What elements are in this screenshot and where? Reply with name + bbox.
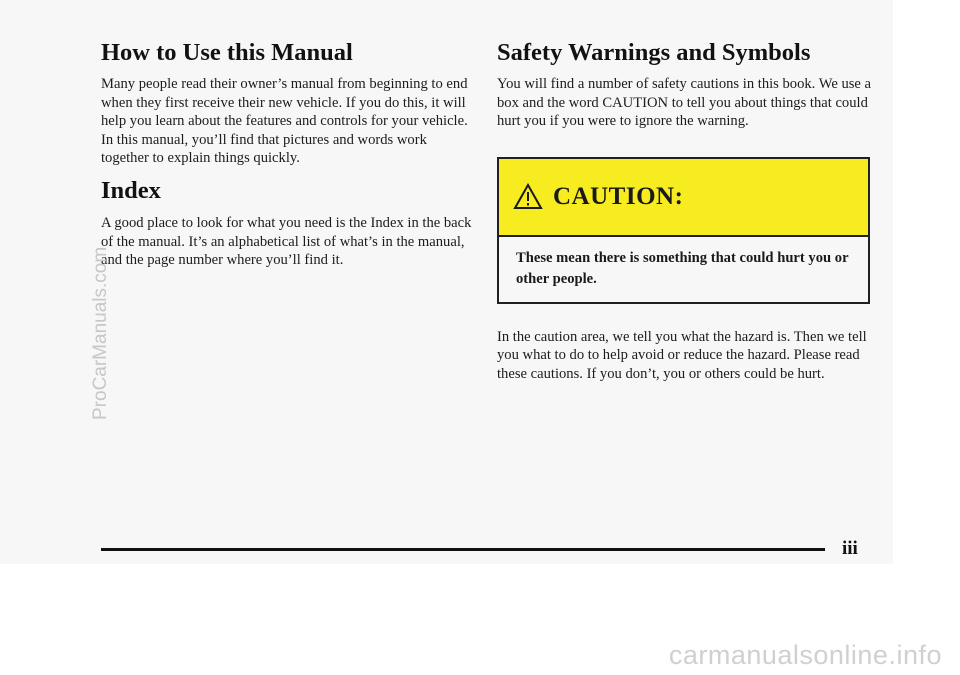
- index-paragraph: A good place to look for what you need is the Index in the back of the manual. It’s an alphabetical list of what’s in the manual, and the page number where you’ll find it.: [101, 214, 472, 269]
- caution-box: [497, 157, 870, 304]
- right-column: [497, 38, 872, 384]
- side-watermark: ProCarManuals.com: [90, 246, 111, 420]
- safety-warnings-heading: Safety Warnings and Symbols: [497, 39, 811, 66]
- left-column: [101, 38, 473, 270]
- caution-header: [499, 159, 868, 237]
- page-number: iii: [842, 538, 858, 559]
- caution-title: CAUTION:: [553, 182, 684, 210]
- safety-intro-paragraph: You will find a number of safety cautions in this book. We use a box and the word CAUTION to tell you about things that could hurt you if you were to ignore the warning.: [497, 76, 872, 130]
- caution-explanation-paragraph: In the caution area, we tell you what the hazard is. Then we tell you what to do to help avoid or reduce the hazard. Please read these cautions. If you don’t, you or others could be hurt.: [497, 328, 867, 382]
- index-heading: Index: [101, 176, 161, 204]
- caution-body: These mean there is something that could hurt you or other people.: [516, 249, 849, 287]
- how-to-use-heading: How to Use this Manual: [101, 39, 353, 66]
- how-to-use-paragraph: Many people read their owner’s manual from beginning to end when they first receive their new vehicle. If you do this, it will help you learn about the features and controls for your vehicle. In this manual, you’ll find that pictures and words work together to explain things quickly.: [101, 76, 468, 167]
- footer-rule: [101, 548, 825, 551]
- bottom-watermark: carmanualsonline.info: [668, 640, 942, 670]
- warning-triangle-icon: [513, 183, 543, 210]
